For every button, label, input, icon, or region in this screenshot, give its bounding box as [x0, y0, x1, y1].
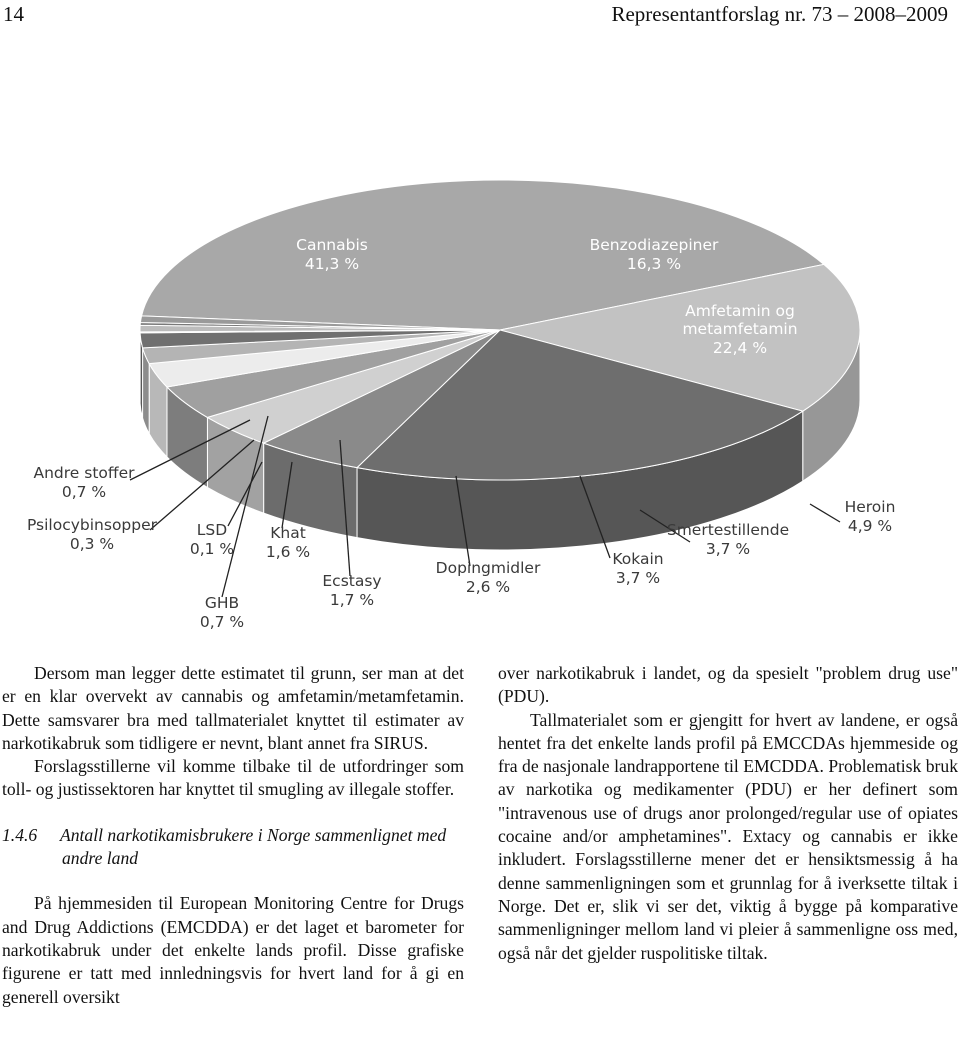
- section-heading-text: Antall narkotikamisbrukere i Norge sammenlignet med andre land: [60, 824, 447, 869]
- slice-label-9: LSD 0,1 %: [189, 521, 235, 558]
- slice-label-10: GHB 0,7 %: [199, 594, 245, 631]
- slice-label-1: Benzodiazepiner 16,3 %: [589, 236, 719, 273]
- slice-label-6: Dopingmidler 2,6 %: [435, 559, 541, 596]
- left-paragraph-2: Forslagsstillerne vil komme tilbake til de utfordringer som toll- og justissektoren har knyttet til smugling av illegale stoffer.: [2, 756, 464, 800]
- slice-label-12: Andre stoffer 0,7 %: [33, 464, 135, 501]
- page-number: 14: [3, 2, 24, 26]
- slice-label-7: Ecstasy 1,7 %: [322, 572, 382, 609]
- leader-line-3: [810, 504, 840, 522]
- slice-label-3: Heroin 4,9 %: [844, 498, 896, 535]
- left-paragraph-1: Dersom man legger dette estimatet til grunn, ser man at det er en klar overvekt av cannabis og amfetamin/metamfetamin. Dette samsvarer bra med tallmaterialet knyttet til estimater av narkotikabruk som tidligere er nevnt, blant annet fra SIRUS.: [2, 663, 464, 753]
- slice-label-4: Smertestillende 3,7 %: [666, 521, 790, 558]
- slice-label-2: Amfetamin og metamfetamin 22,4 %: [682, 302, 798, 357]
- right-paragraph-1: over narkotikabruk i landet, og da spesielt "problem drug use"(PDU).: [498, 663, 958, 707]
- slice-label-11: Psilocybinsopper 0,3 %: [26, 516, 158, 553]
- slice-label-5: Kokain 3,7 %: [612, 550, 664, 587]
- left-column: [2, 662, 464, 1009]
- right-paragraph-2: Tallmaterialet som er gjengitt for hvert av landene, er også hentet fra det enkelte lands profil på EMCCDAs hjemmeside og fra de nasjonale landrapportene til EMCDDA. Problematisk bruk av narkotika og medikamenter (PDU) er her definert som "intravenous use of drugs anor prolonged/regular use of opiates cocaine and/or amphetamines". Extacy og cannabis er ikke inkludert. Forslagsstillerne mener det er hensiktsmessig å ha denne sammenligningen som et grunnlag for å iverksette tiltak i Norge. Det er, slik vi ser det, viktig å bygge på komparative sammenligninger mellom land vi pleier å sammenligne oss med, også når det gjelder ruspolitiske tiltak.: [498, 709, 958, 963]
- pie-chart: [0, 36, 960, 636]
- section-heading-number: 1.4.6: [2, 824, 38, 845]
- section-heading: [2, 824, 464, 871]
- left-paragraph-3: På hjemmesiden til European Monitoring Centre for Drugs and Drug Addictions (EMCDDA) er det laget et barometer for narkotikabruk under det enkelte lands profil. Disse grafiske figurene er tatt med innledningsvis for hvert land for å gi en generell oversikt: [2, 893, 464, 1007]
- right-column: [498, 662, 958, 965]
- running-title: Representantforslag nr. 73 – 2008–2009: [611, 2, 948, 26]
- slice-label-0: Cannabis 41,3 %: [296, 236, 368, 273]
- slice-label-8: Khat 1,6 %: [265, 524, 311, 561]
